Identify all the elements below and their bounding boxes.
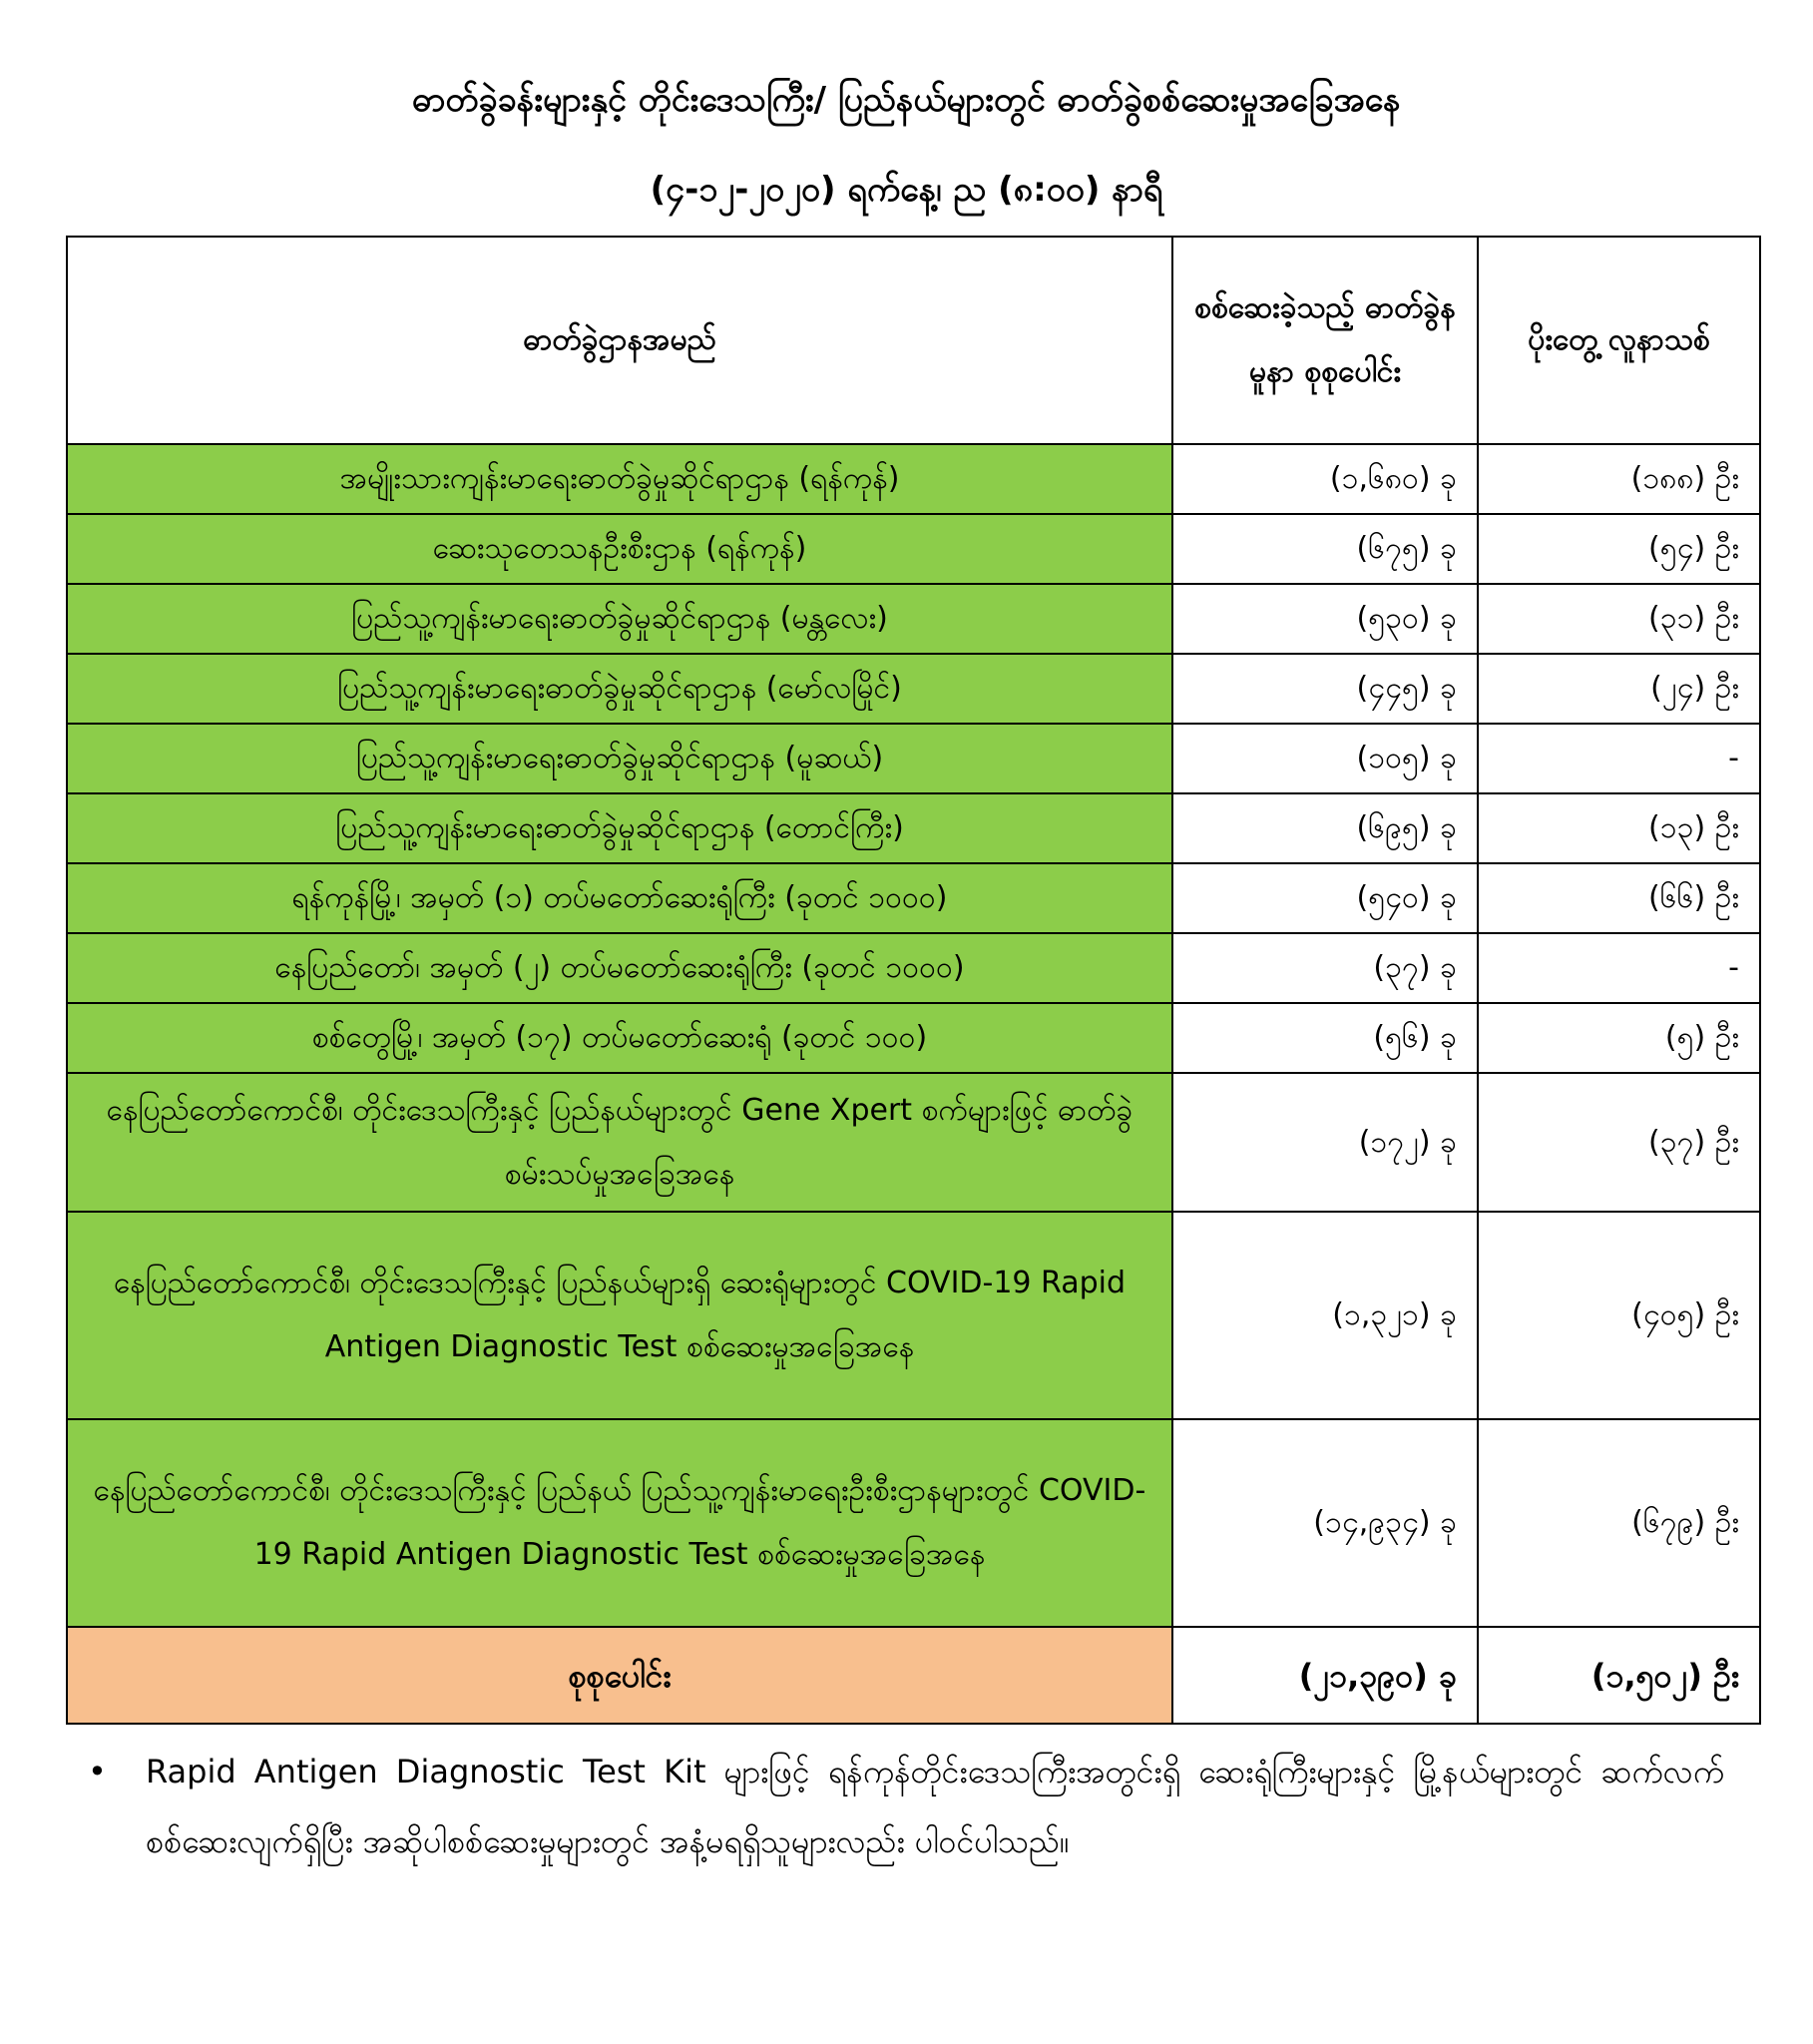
total-row (67, 1627, 1760, 1724)
tested-count: (၁,၆၈၀) ခု (1172, 444, 1478, 514)
lab-name: ရန်ကုန်မြို့၊ အမှတ် (၁) တပ်မတော်ဆေးရုံကြီး (ခုတင် ၁၀၀၀) (67, 863, 1172, 933)
table-row (67, 654, 1760, 724)
total-tested: (၂၁,၃၉၀) ခု (1172, 1627, 1478, 1724)
header-tested: စစ်ဆေးခဲ့သည့် ဓာတ်ခွဲနမူနာ စုစုပေါင်း (1172, 237, 1478, 444)
lab-name: နေပြည်တော်ကောင်စီ၊ တိုင်းဒေသကြီးနှင့် ပြည်နယ်များရှိ ဆေးရုံများတွင် COVID-19 Rapid Antigen Diagnostic Test စစ်ဆေးမှုအခြေအနေ (67, 1212, 1172, 1419)
footnote-text: Rapid Antigen Diagnostic Test Kit များဖြင့် ရန်ကုန်တိုင်းဒေသကြီးအတွင်းရှိ ဆေးရုံကြီးများနှင့် မြို့နယ်များတွင် ဆက်လက်စစ်ဆေးလျက်ရှိပြီး အဆိုပါစစ်ဆေးမှုများတွင် အနံ့မရရှိသူများလည်း ပါဝင်ပါသည်။ (146, 1753, 1725, 1860)
table-row (67, 514, 1760, 584)
tested-count: (၁၇၂) ခု (1172, 1073, 1478, 1212)
table-row (67, 1419, 1760, 1627)
lab-name: ပြည်သူ့ကျန်းမာရေးဓာတ်ခွဲမှုဆိုင်ရာဌာန (မူဆယ်) (67, 724, 1172, 793)
positive-count: (၃၇) ဦး (1478, 1073, 1760, 1212)
tested-count: (၁၄,၉၃၄) ခု (1172, 1419, 1478, 1627)
positive-count: - (1478, 724, 1760, 793)
table-row (67, 584, 1760, 654)
lab-name: နေပြည်တော်ကောင်စီ၊ တိုင်းဒေသကြီးနှင့် ပြည်နယ်များတွင် Gene Xpert စက်များဖြင့် ဓာတ်ခွဲစမ်းသပ်မှုအခြေအနေ (67, 1073, 1172, 1212)
tested-count: (၄၄၅) ခု (1172, 654, 1478, 724)
lab-testing-table (66, 236, 1761, 1725)
lab-name: ပြည်သူ့ကျန်းမာရေးဓာတ်ခွဲမှုဆိုင်ရာဌာန (မော်လမြိုင်) (67, 654, 1172, 724)
tested-count: (၃၇) ခု (1172, 933, 1478, 1003)
lab-name: ပြည်သူ့ကျန်းမာရေးဓာတ်ခွဲမှုဆိုင်ရာဌာန (တောင်ကြီး) (67, 793, 1172, 863)
table-row (67, 863, 1760, 933)
table-header-row (67, 237, 1760, 444)
header-positive: ပိုးတွေ့ လူနာသစ် (1478, 237, 1760, 444)
table-row (67, 1212, 1760, 1419)
total-label: စုစုပေါင်း (67, 1627, 1172, 1724)
lab-name: အမျိုးသားကျန်းမာရေးဓာတ်ခွဲမှုဆိုင်ရာဌာန (ရန်ကုန်) (67, 444, 1172, 514)
tested-count: (၅၄၀) ခု (1172, 863, 1478, 933)
tested-count: (၁၀၅) ခု (1172, 724, 1478, 793)
lab-name: နေပြည်တော်ကောင်စီ၊ တိုင်းဒေသကြီးနှင့် ပြည်နယ် ပြည်သူ့ကျန်းမာရေးဦးစီးဌာနများတွင် COVID-19 Rapid Antigen Diagnostic Test စစ်ဆေးမှုအခြေအနေ (67, 1419, 1172, 1627)
positive-count: (၅၄) ဦး (1478, 514, 1760, 584)
tested-count: (၁,၃၂၁) ခု (1172, 1212, 1478, 1419)
positive-count: (၆၆) ဦး (1478, 863, 1760, 933)
bullet-icon: • (88, 1753, 107, 1790)
footnote (88, 1737, 1724, 1876)
positive-count: (၁၈၈) ဦး (1478, 444, 1760, 514)
positive-count: (၆၇၉) ဦး (1478, 1419, 1760, 1627)
total-positive: (၁,၅၀၂) ဦး (1478, 1627, 1760, 1724)
positive-count: (၄၀၅) ဦး (1478, 1212, 1760, 1419)
tested-count: (၆၇၅) ခု (1172, 514, 1478, 584)
table-row (67, 793, 1760, 863)
positive-count: (၅) ဦး (1478, 1003, 1760, 1073)
header-lab-name: ဓာတ်ခွဲဌာနအမည် (67, 237, 1172, 444)
page-title: ဓာတ်ခွဲခန်းများနှင့် တိုင်းဒေသကြီး/ ပြည်နယ်များတွင် ဓာတ်ခွဲစစ်ဆေးမှုအခြေအနေ (412, 80, 1401, 120)
table-row (67, 444, 1760, 514)
table-row (67, 933, 1760, 1003)
tested-count: (၆၉၅) ခု (1172, 793, 1478, 863)
positive-count: - (1478, 933, 1760, 1003)
lab-name: ပြည်သူ့ကျန်းမာရေးဓာတ်ခွဲမှုဆိုင်ရာဌာန (မန္တလေး) (67, 584, 1172, 654)
lab-name: နေပြည်တော်၊ အမှတ် (၂) တပ်မတော်ဆေးရုံကြီး (ခုတင် ၁၀၀၀) (67, 933, 1172, 1003)
table-row (67, 1073, 1760, 1212)
report-date: (၄-၁၂-၂၀၂၀) ရက်နေ့၊ ည (၈:၀၀) နာရီ (650, 170, 1163, 210)
tested-count: (၅၆) ခု (1172, 1003, 1478, 1073)
lab-name: ဆေးသုတေသနဦးစီးဌာန (ရန်ကုန်) (67, 514, 1172, 584)
lab-name: စစ်တွေမြို့၊ အမှတ် (၁၇) တပ်မတော်ဆေးရုံ (ခုတင် ၁၀၀) (67, 1003, 1172, 1073)
tested-count: (၅၃၀) ခု (1172, 584, 1478, 654)
table-row (67, 1003, 1760, 1073)
positive-count: (၂၄) ဦး (1478, 654, 1760, 724)
positive-count: (၃၁) ဦး (1478, 584, 1760, 654)
positive-count: (၁၃) ဦး (1478, 793, 1760, 863)
table-row (67, 724, 1760, 793)
